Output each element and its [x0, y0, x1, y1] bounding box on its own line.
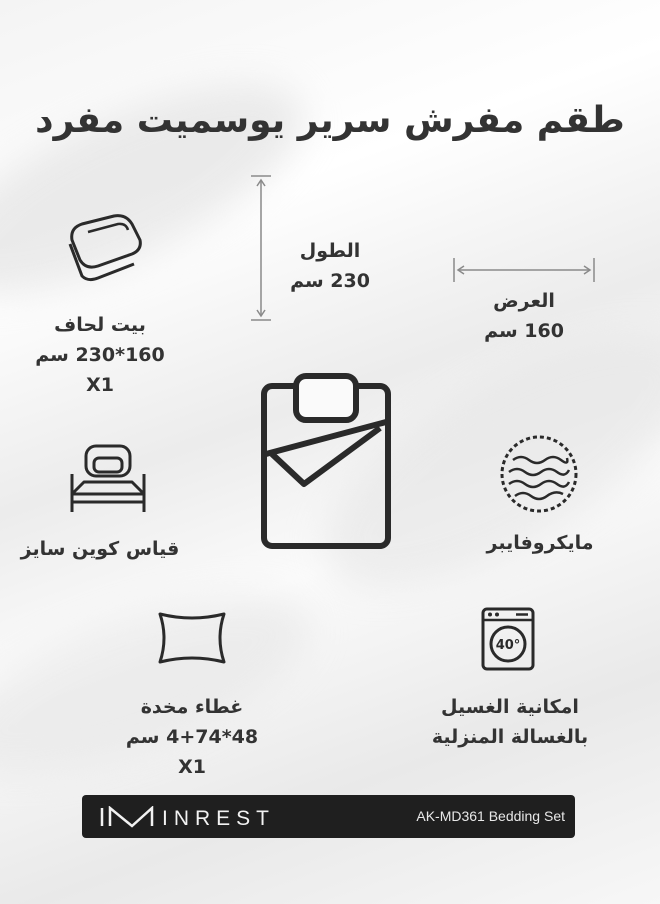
duvet-cover-size: 160*230 سم — [35, 344, 165, 366]
bed-icon — [66, 440, 150, 516]
pillow-cover-name: غطاء مخدة — [140, 696, 244, 718]
washing-machine-icon — [480, 606, 536, 672]
washing-info — [420, 692, 600, 752]
size-type-label: قياس كوين سايز — [20, 538, 180, 560]
width-info — [474, 286, 574, 346]
duvet-cover-name: بيت لحاف — [54, 314, 146, 336]
brand-name: INREST — [162, 807, 276, 828]
width-measure-line — [450, 254, 598, 286]
material-info — [480, 528, 600, 558]
pillow-cover-qty: X1 — [178, 756, 206, 778]
brand-footer — [82, 795, 575, 838]
length-value: 230 سم — [290, 270, 370, 292]
width-label: العرض — [493, 290, 555, 312]
duvet-cover-qty: X1 — [86, 374, 114, 396]
brand-logo — [100, 806, 310, 828]
length-measure-line — [245, 172, 277, 324]
page-title: طقم مفرش سرير يوسميت مفرد — [35, 100, 625, 141]
microfiber-icon — [497, 432, 581, 516]
length-label: الطول — [299, 240, 361, 262]
washing-line1: امكانية الغسيل — [441, 696, 579, 718]
duvet-cover-info — [20, 310, 180, 400]
product-code: AK-MD361 Bedding Set — [416, 808, 565, 824]
material-label: مايكروفايبر — [486, 532, 594, 554]
pillow-cover-size: 48*4+74 سم — [125, 726, 259, 748]
pillow-cover-info — [112, 692, 272, 782]
size-type-info — [20, 534, 180, 564]
wash-temperature: 40° — [495, 638, 521, 653]
width-value: 160 سم — [484, 320, 564, 342]
washing-line2: بالغسالة المنزلية — [431, 726, 589, 748]
bedding-set-icon — [258, 372, 394, 552]
length-info — [280, 236, 380, 296]
duvet-icon — [62, 210, 146, 284]
pillow-icon — [152, 606, 232, 670]
